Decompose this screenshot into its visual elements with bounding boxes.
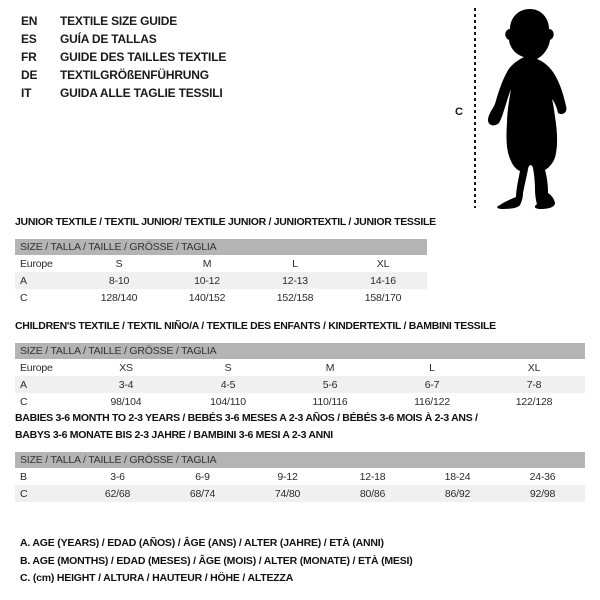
size-cell: L <box>292 257 298 270</box>
table-row-europe <box>15 359 585 376</box>
height-cell: 158/170 <box>364 291 402 304</box>
height-cell: 116/122 <box>414 395 450 408</box>
height-cell: 128/140 <box>100 291 138 304</box>
language-row-es <box>21 30 226 48</box>
row-label: C <box>20 487 28 500</box>
baby-silhouette <box>486 9 574 209</box>
language-row-en <box>21 12 226 30</box>
legend-note-c: C. (cm) HEIGHT / ALTURA / HAUTEUR / HÖHE / ALTEZZA <box>20 572 294 584</box>
size-cell: M <box>202 257 212 270</box>
row-label: C <box>20 291 28 304</box>
age-cell: 5-6 <box>322 378 338 391</box>
age-cell: 9-12 <box>277 470 298 483</box>
age-cell: 8-10 <box>108 274 130 287</box>
age-cell: 12-18 <box>359 470 386 483</box>
language-title: TEXTILE SIZE GUIDE <box>60 14 178 28</box>
size-cell: XL <box>376 257 390 270</box>
size-cell: S <box>224 361 232 374</box>
legend-notes <box>20 535 413 588</box>
size-header-bar: SIZE / TALLA / TAILLE / GRÖSSE / TAGLIA <box>15 239 427 255</box>
height-measure-label: C <box>455 106 463 118</box>
language-code: EN <box>21 14 38 28</box>
age-cell: 3-4 <box>118 378 134 391</box>
row-label: Europe <box>20 257 53 270</box>
table-row-europe <box>15 255 427 272</box>
size-header-bar: SIZE / TALLA / TAILLE / GRÖSSE / TAGLIA <box>15 452 585 468</box>
height-cell: 110/116 <box>312 395 348 408</box>
table-row-height <box>15 289 427 306</box>
height-cell: 122/128 <box>515 395 553 408</box>
size-header-bar: SIZE / TALLA / TAILLE / GRÖSSE / TAGLIA <box>15 343 585 359</box>
table-row-age <box>15 272 427 289</box>
age-cell: 18-24 <box>444 470 471 483</box>
legend-note-b: B. AGE (MONTHS) / EDAD (MESES) / ÂGE (MOIS) / ALTER (MONATE) / ETÀ (MESI) <box>20 554 413 567</box>
height-cell: 68/74 <box>189 487 216 500</box>
height-cell: 74/80 <box>274 487 301 500</box>
age-cell: 3-6 <box>110 470 125 483</box>
age-cell: 12-13 <box>282 274 308 287</box>
age-cell: 10-12 <box>194 274 220 287</box>
language-row-it <box>21 84 226 102</box>
age-cell: 4-5 <box>220 378 236 391</box>
language-title: TEXTILGRÖßENFÜHRUNG <box>60 68 209 82</box>
language-code: DE <box>21 68 38 82</box>
row-label: C <box>20 395 28 408</box>
age-cell: 6-9 <box>195 470 210 483</box>
height-cell: 152/158 <box>276 291 314 304</box>
babies-size-table <box>15 410 585 502</box>
age-cell: 7-8 <box>526 378 542 391</box>
language-title: GUIDE DES TAILLES TEXTILE <box>60 50 227 64</box>
height-cell: 80/86 <box>359 487 386 500</box>
table-title: JUNIOR TEXTILE / TEXTIL JUNIOR/ TEXTILE JUNIOR / JUNIORTEXTIL / JUNIOR TESSILE <box>15 216 436 228</box>
row-label: Europe <box>20 361 53 374</box>
age-cell: 14-16 <box>370 274 396 287</box>
table-title-line-2: BABYS 3-6 MONATE BIS 2-3 JAHRE / BAMBINI 3-6 MESI A 2-3 ANNI <box>15 429 333 441</box>
size-cell: XL <box>527 361 541 374</box>
height-cell: 98/104 <box>110 395 142 408</box>
language-code: FR <box>21 50 37 64</box>
size-cell: S <box>115 257 123 270</box>
children-size-table <box>15 318 585 410</box>
language-title: GUÍA DE TALLAS <box>60 32 157 46</box>
size-cell: XS <box>119 361 133 374</box>
language-code: ES <box>21 32 37 46</box>
age-cell: 6-7 <box>424 378 440 391</box>
language-title: GUIDA ALLE TAGLIE TESSILI <box>60 86 223 100</box>
language-row-de <box>21 66 226 84</box>
size-cell: M <box>325 361 335 374</box>
language-list <box>21 12 226 102</box>
height-measure-dashed-line <box>474 8 476 208</box>
size-cell: L <box>429 361 435 374</box>
legend-note-a: A. AGE (YEARS) / EDAD (AÑOS) / ÂGE (ANS) / ALTER (JAHRE) / ETÀ (ANNI) <box>20 537 384 549</box>
table-row-height <box>15 393 585 410</box>
height-cell: 104/110 <box>210 395 246 408</box>
age-cell: 24-36 <box>529 470 556 483</box>
row-label: A <box>20 378 27 391</box>
language-code: IT <box>21 86 32 100</box>
table-row-age <box>15 376 585 393</box>
height-cell: 92/98 <box>529 487 556 500</box>
language-row-fr <box>21 48 226 66</box>
junior-size-table <box>15 214 436 306</box>
height-cell: 86/92 <box>444 487 471 500</box>
table-row-age-months <box>15 468 585 485</box>
height-cell: 62/68 <box>104 487 131 500</box>
row-label: B <box>20 470 27 483</box>
table-title: CHILDREN'S TEXTILE / TEXTIL NIÑO/A / TEXTILE DES ENFANTS / KINDERTEXTIL / BAMBINI TESSILE <box>15 320 496 332</box>
height-cell: 140/152 <box>188 291 226 304</box>
table-title-line-1: BABIES 3-6 MONTH TO 2-3 YEARS / BEBÉS 3-6 MESES A 2-3 AÑOS / BÉBÉS 3-6 MOIS À 2-3 ANS / <box>15 412 478 424</box>
row-label: A <box>20 274 27 287</box>
table-row-height <box>15 485 585 502</box>
